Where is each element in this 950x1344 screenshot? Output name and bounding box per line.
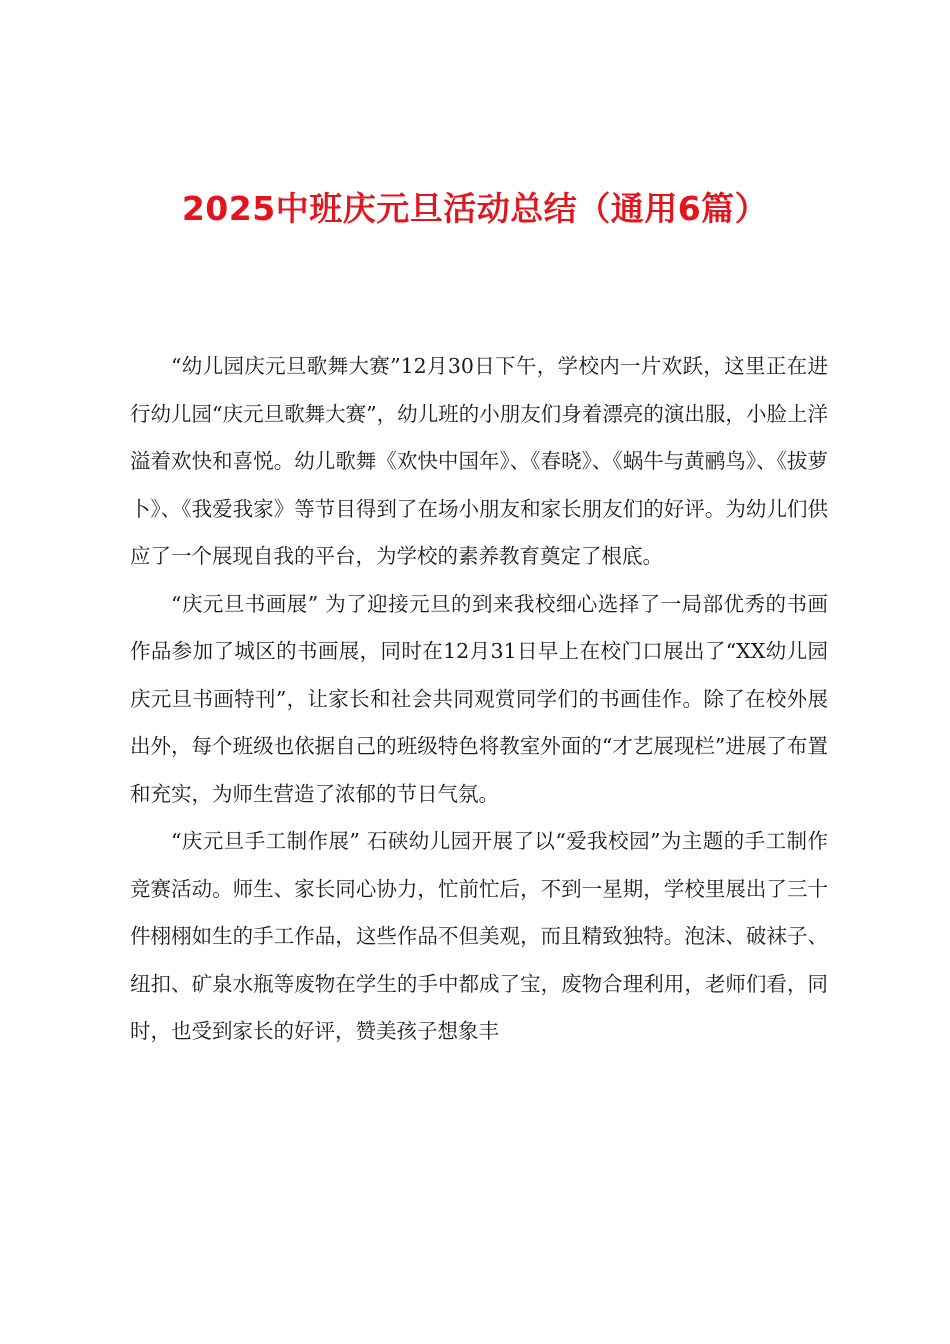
document-title: 2025中班庆元旦活动总结（通用6篇） [181,189,769,228]
paragraph-handcraft-exhibition: “庆元旦手工制作展” 石硖幼儿园开展了以“爱我校园”为主题的手工制作竞赛活动。师生、家长同心协力，忙前忙后，不到一星期，学校里展出了三十件栩栩如生的手工作品，这些作品不但美观，而且精致独特。泡沫、破袜子、纽扣、矿泉水瓶等废物在学生的手中都成了宝，废物合理利用，老师们看，同时，也受到家长的好评，赞美孩子想象丰 [130,829,828,1043]
paragraph-calligraphy-exhibition: “庆元旦书画展” 为了迎接元旦的到来我校细心选择了一局部优秀的书画作品参加了城区的书画展，同时在12月31日早上在校门口展出了“XX幼儿园庆元旦书画特刊”，让家长和社会共同观赏同学们的书画佳作。除了在校外展出外，每个班级也依据自己的班级特色将教室外面的“才艺展现栏”进展了布置和充实，为师生营造了浓郁的节日气氛。 [130,591,828,806]
document-body [130,343,828,1056]
paragraph-song-dance-contest: “幼儿园庆元旦歌舞大赛”12月30日下午，学校内一片欢跃，这里正在进行幼儿园“庆元旦歌舞大赛”，幼儿班的小朋友们身着漂亮的演出服，小脸上洋溢着欢快和喜悦。幼儿歌舞《欢快中国年》、《春晓》、《蜗牛与黄鹂鸟》、《拔萝卜》、《我爱我家》等节目得到了在场小朋友和家长朋友们的好评。为幼儿们供应了一个展现自我的平台，为学校的素养教育奠定了根底。 [130,354,828,568]
